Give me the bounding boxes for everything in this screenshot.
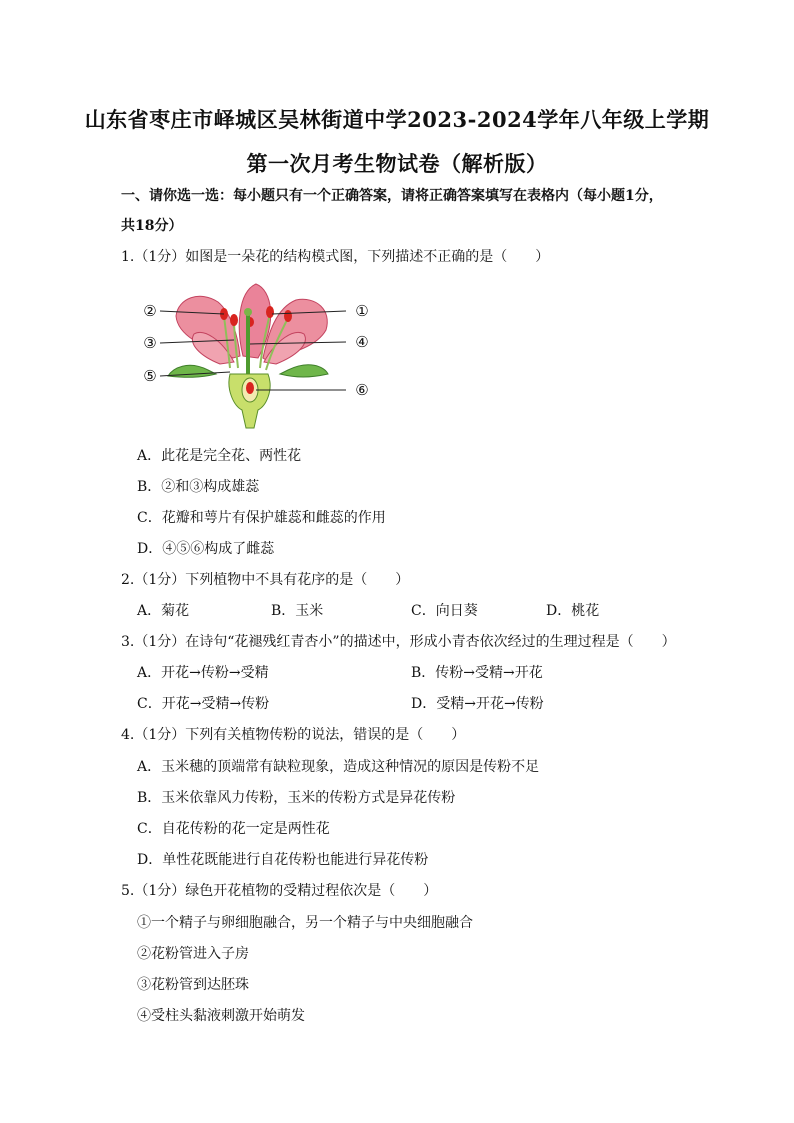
q4-option-c: C．自花传粉的花一定是两性花 [137, 821, 330, 837]
q1-option-d: D．④⑤⑥构成了雌蕊 [137, 541, 275, 557]
question-3-stem: 3.（1分）在诗句“花褪残红青杏小”的描述中，形成小青杏依次经过的生理过程是（ ） [121, 634, 676, 650]
question-1-stem: 1.（1分）如图是一朵花的结构模式图，下列描述不正确的是（ ） [121, 249, 550, 265]
q4-option-b: B．玉米依靠风力传粉，玉米的传粉方式是异花传粉 [137, 790, 456, 806]
flower-structure-figure [138, 278, 378, 430]
figure-label-2: ② [143, 302, 157, 320]
section-heading-line2: 共18分） [121, 218, 183, 234]
figure-label-3: ③ [143, 334, 157, 352]
q1-option-a: A．此花是完全花、两性花 [137, 448, 302, 464]
q3-option-a: A．开花→传粉→受精 [137, 665, 269, 681]
figure-label-4: ④ [355, 333, 369, 351]
q3-option-b: B．传粉→受精→开花 [411, 665, 543, 681]
q2-option-c: C．向日葵 [411, 603, 478, 619]
figure-label-6: ⑥ [355, 381, 369, 399]
q2-option-a: A．菊花 [137, 603, 190, 619]
q4-option-d: D．单性花既能进行自花传粉也能进行异花传粉 [137, 852, 429, 868]
figure-label-5: ⑤ [143, 367, 157, 385]
figure-label-1: ① [355, 302, 369, 320]
q2-option-d: D．桃花 [546, 603, 600, 619]
q5-item-4: ④受柱头黏液刺激开始萌发 [137, 1008, 305, 1024]
q2-option-b: B．玉米 [271, 603, 324, 619]
question-5-stem: 5.（1分）绿色开花植物的受精过程依次是（ ） [121, 883, 438, 899]
q4-option-a: A．玉米穗的顶端常有缺粒现象，造成这种情况的原因是传粉不足 [137, 759, 540, 775]
q1-option-b: B．②和③构成雄蕊 [137, 479, 260, 495]
q3-option-d: D．受精→开花→传粉 [411, 696, 544, 712]
question-4-stem: 4.（1分）下列有关植物传粉的说法，错误的是（ ） [121, 727, 466, 743]
question-2-stem: 2.（1分）下列植物中不具有花序的是（ ） [121, 572, 410, 588]
q5-item-1: ①一个精子与卵细胞融合，另一个精子与中央细胞融合 [137, 915, 473, 931]
exam-title-line2: 第一次月考生物试卷（解析版） [246, 151, 548, 176]
q5-item-2: ②花粉管进入子房 [137, 946, 249, 962]
q3-option-c: C．开花→受精→传粉 [137, 696, 270, 712]
q1-option-c: C．花瓣和萼片有保护雄蕊和雌蕊的作用 [137, 510, 386, 526]
section-heading-line1: 一、请你选一选：每小题只有一个正确答案，请将正确答案填写在表格内（每小题1分， [121, 188, 663, 204]
exam-title-line1: 山东省枣庄市峄城区吴林街道中学2023-2024学年八年级上学期 [84, 107, 710, 132]
q5-item-3: ③花粉管到达胚珠 [137, 977, 249, 993]
